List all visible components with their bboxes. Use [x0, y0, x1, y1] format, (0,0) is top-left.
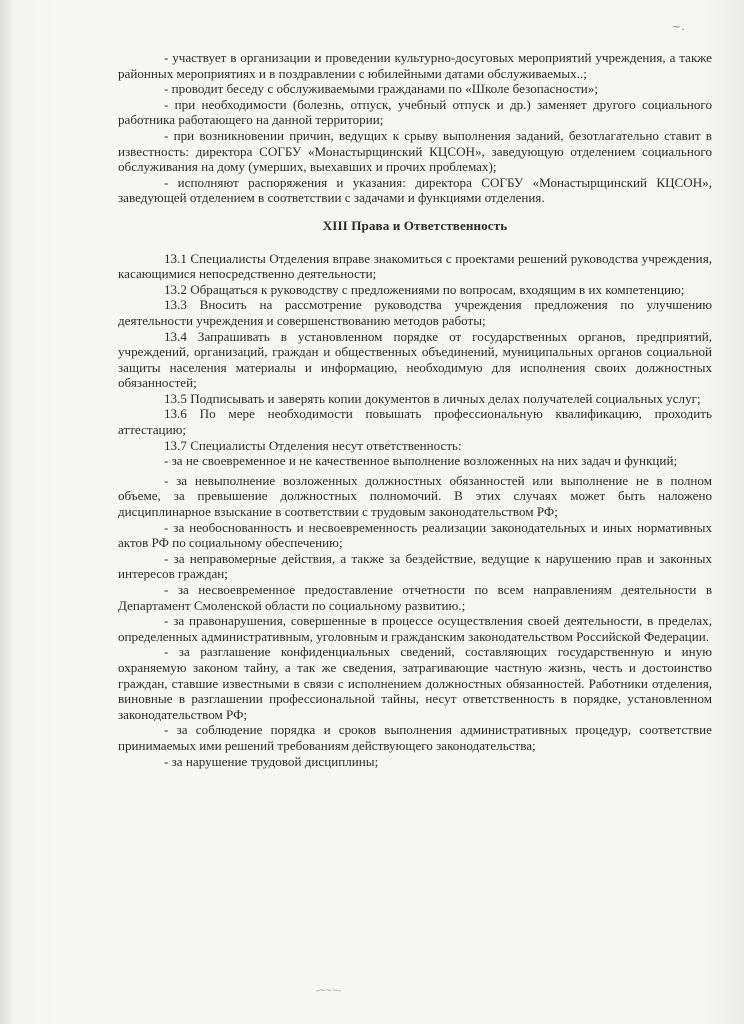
paragraph: - за невыполнение возложенных должностных обязанностей или выполнение не в полном объеме, за превышение должностных полномочий. В этих случаях может быть наложено дисциплинарное взыскание в соответствии с трудовым законодательством РФ; [118, 472, 712, 520]
paragraph: 13.3 Вносить на рассмотрение руководства учреждения предложения по улучшению деятельности учреждения и совершенствованию методов работы; [118, 297, 712, 328]
paragraph: - за неправомерные действия, а также за бездействие, ведущие к нарушению прав и законных интересов граждан; [118, 550, 712, 582]
section-title: XIII Права и Ответственность [322, 217, 508, 233]
paragraph: - при необходимости (болезнь, отпуск, учебный отпуск и др.) заменяет другого социального работника работающего на данной территории; [118, 96, 712, 128]
paragraph: - при возникновении причин, ведущих к срыву выполнения заданий, безотлагательно ставит в известность: директора СОГБУ «Монастырщинский КЦСОН», заведующую отделением социального обслуживания на дому (умерших, выехавших и прочих проблемах); [118, 127, 712, 175]
paragraph: - участвует в организации и проведении культурно-досуговых мероприятий учреждения, а также районных мероприятиях и в поздравлении с юбилейными датами обслуживаемых..; [118, 50, 712, 81]
corner-scribble-mark: ~. [672, 22, 686, 33]
paragraph: - за не своевременное и не качественное выполнение возложенных на них задач и функций; [164, 453, 678, 469]
paragraph: 13.1 Специалисты Отделения вправе знакомиться с проектами решений руководства учреждения, касающимися непосредственно деятельности; [118, 250, 712, 282]
paragraph: - за необоснованность и несвоевременность реализации законодательных и иных нормативных актов РФ по социальному обеспечению; [118, 519, 712, 551]
paragraph: - проводит беседу с обслуживаемыми гражданами по «Школе безопасности»; [164, 81, 598, 97]
paragraph: 13.7 Специалисты Отделения несут ответственность: [164, 437, 462, 453]
bottom-scribble-mark: -~~~- [316, 986, 341, 996]
paragraph: 13.5 Подписывать и заверять копии документов в личных делах получателей социальных услуг; [164, 390, 701, 406]
paragraph: - за нарушение трудовой дисциплины; [164, 753, 379, 769]
paragraph: 13.2 Обращаться к руководству с предложениями по вопросам, входящим в их компетенцию; [164, 281, 685, 297]
paragraph: - за несвоевременное предоставление отчетности по всем направлениям деятельности в Департамент Смоленской области по социальному развитию.; [118, 582, 712, 613]
paragraph: - за разглашение конфиденциальных сведений, составляющих государственную и иную охраняемую законом тайну, а так же сведения, затрагивающие частную жизнь, честь и достоинство граждан, ставшие известными в связи с исполнением должностных обязанностей. Работники отделения, виновные в разглашении профессиональной тайны, несут ответственность в порядке, установленном законодательством РФ; [118, 644, 712, 722]
paragraph: - исполняют распоряжения и указания: директора СОГБУ «Монастырщинский КЦСОН», заведующей отделением в соответствии с задачами и функциями отделения. [118, 174, 712, 206]
paragraph: 13.6 По мере необходимости повышать профессиональную квалификацию, проходить аттестацию; [118, 406, 712, 438]
paragraph: - за соблюдение порядка и сроков выполнения административных процедур, соответствие принимаемых ими решений требованиям действующего законодательства; [118, 722, 712, 753]
paragraph: - за правонарушения, совершенные в процессе осуществления своей деятельности, в пределах, определенных административным, уголовным и гражданским законодательством Российской Федерации. [118, 613, 712, 644]
document-body [118, 50, 712, 769]
paragraph: 13.4 Запрашивать в установленном порядке от государственных органов, предприятий, учреждений, организаций, граждан и общественных объединений, муниципальных органов социальной защиты населения материалы и информацию, необходимую для исполнения своих должностных обязанностей; [118, 328, 712, 391]
